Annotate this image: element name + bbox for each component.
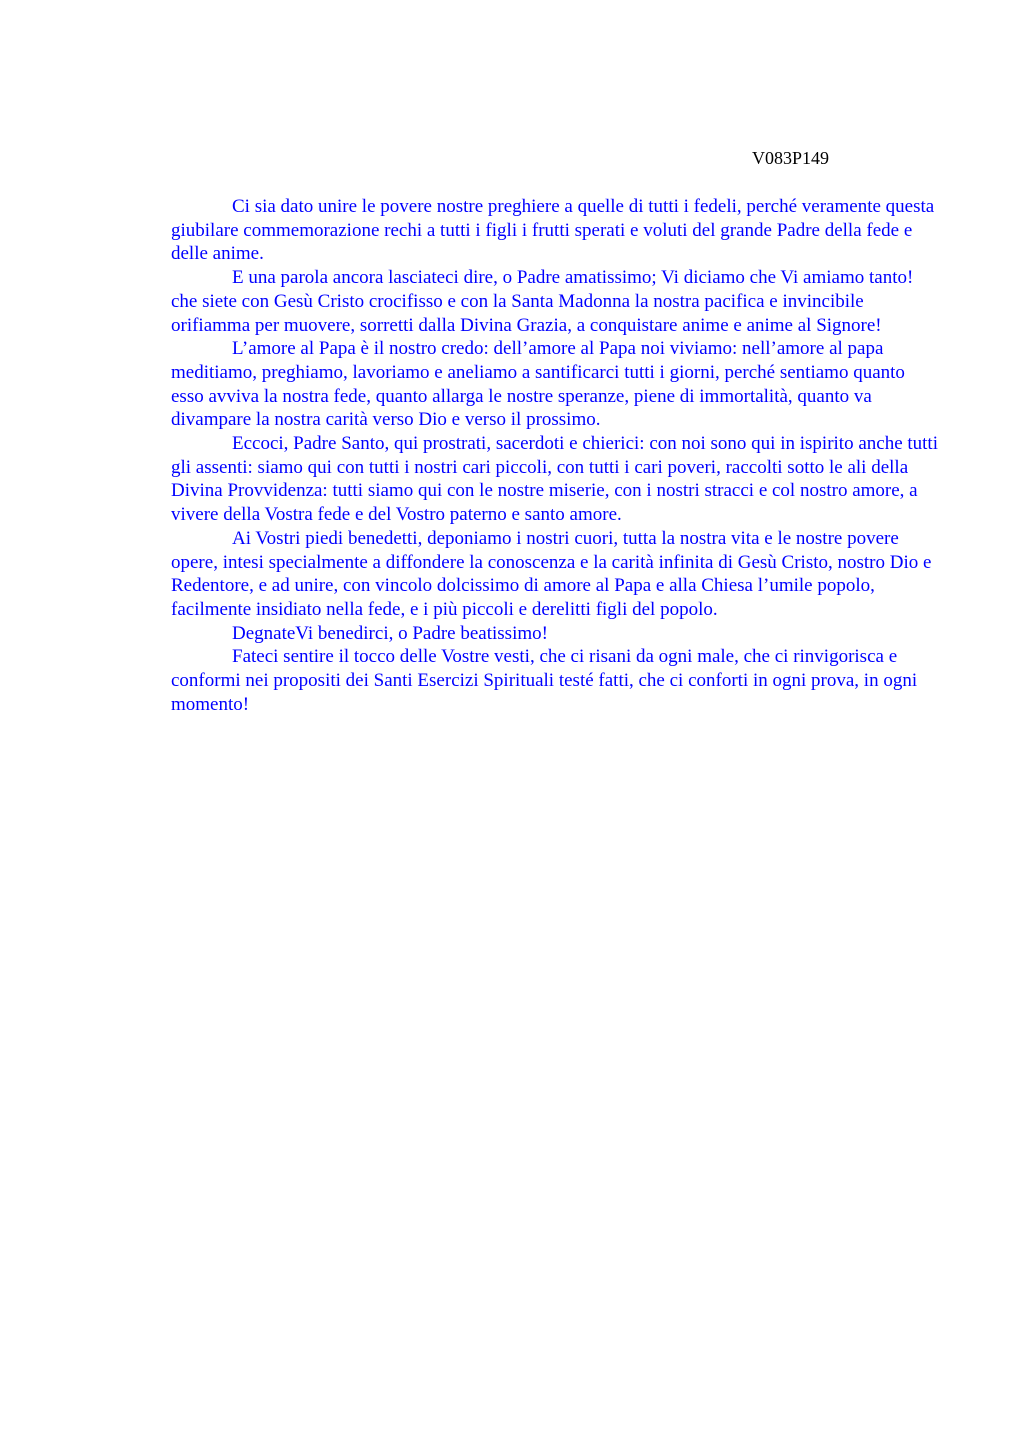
paragraph: L’amore al Papa è il nostro credo: dell’amore al Papa noi viviamo: nell’amore al papa meditiamo, preghiamo, lavoriamo e aneliamo a santificarci tutti i giorni, perché sentiamo quanto esso avviva la nostra fede, quanto allarga le nostre speranze, piene di immortalità, quanto va divampare la nostra carità verso Dio e verso il prossimo. bbox=[171, 338, 905, 431]
paragraph: Fateci sentire il tocco delle Vostre vesti, che ci risani da ogni male, che ci rinvigorisca e conformi nei propositi dei Santi Esercizi Spirituali testé fatti, che ci conforti in ogni prova, in ogni momento! bbox=[171, 646, 918, 715]
paragraph: Eccoci, Padre Santo, qui prostrati, sacerdoti e chierici: con noi sono qui in ispirito anche tutti gli assenti: siamo qui con tutti i nostri cari piccoli, con tutti i cari poveri, raccolti sotto le ali della Divina Provvidenza: tutti siamo qui con le nostre miserie, con i nostri stracci e col nostro amore, a vivere della Vostra fede e del Vostro paterno e santo amore. bbox=[171, 433, 938, 526]
paragraph: E una parola ancora lasciateci dire, o Padre amatissimo; Vi diciamo che Vi amiamo tanto! che siete con Gesù Cristo crocifisso e con la Santa Madonna la nostra pacifica e invincibile orifiamma per muovere, sorretti dalla Divina Grazia, a conquistare anime e anime al Signore! bbox=[171, 267, 914, 336]
paragraph: DegnateVi benedirci, o Padre beatissimo! bbox=[232, 622, 548, 644]
paragraph: Ai Vostri piedi benedetti, deponiamo i nostri cuori, tutta la nostra vita e le nostre povere opere, intesi specialmente a diffondere la conoscenza e la carità infinita di Gesù Cristo, nostro Dio e Redentore, e ad unire, con vincolo dolcissimo di amore al Papa e alla Chiesa l’umile popolo, facilmente insidiato nella fede, e i più piccoli e derelitti figli del popolo. bbox=[171, 527, 932, 620]
letter-body bbox=[171, 195, 941, 716]
paragraph: Ci sia dato unire le povere nostre preghiere a quelle di tutti i fedeli, perché veramente questa giubilare commemorazione rechi a tutti i figli i frutti sperati e voluti del grande Padre della fede e delle anime. bbox=[171, 196, 935, 265]
page-code: V083P149 bbox=[752, 148, 830, 168]
